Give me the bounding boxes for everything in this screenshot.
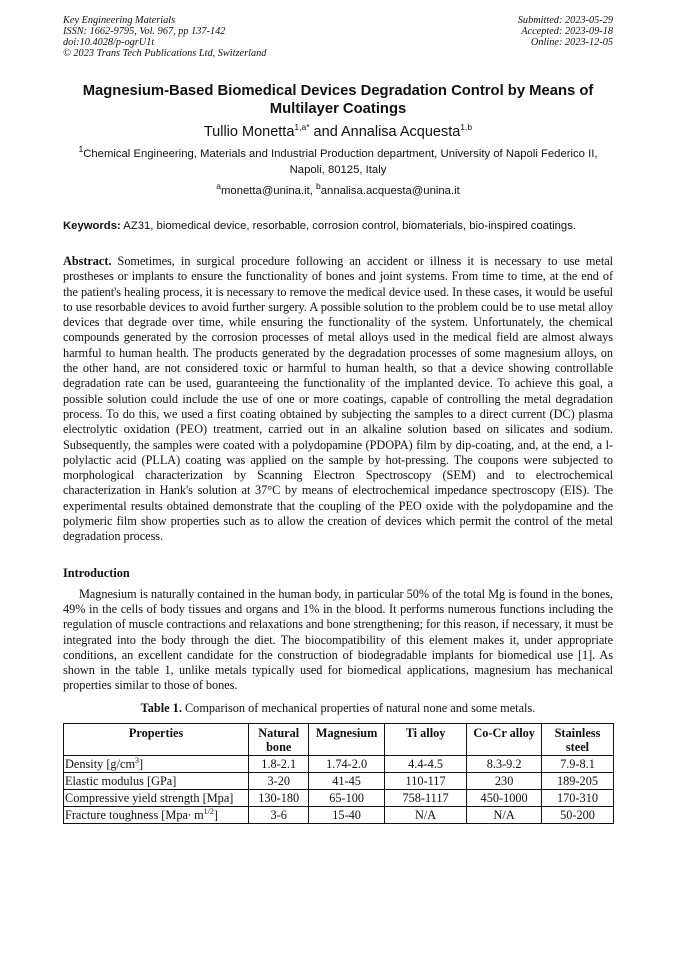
table-row <box>64 772 614 789</box>
properties-table <box>63 723 614 824</box>
journal-doi: doi:10.4028/p-ogrU1t <box>63 37 155 48</box>
author-emails <box>63 183 613 199</box>
property-label-tail: ] <box>213 807 218 822</box>
paper-page <box>63 15 613 824</box>
table-header-cell: Magnesium <box>309 723 385 755</box>
affiliation-text: Chemical Engineering, Materials and Industrial Production department, University of Napoli Federico II, Napoli, 80125, Italy <box>83 148 598 176</box>
property-cell <box>64 755 249 772</box>
table-caption <box>63 701 613 716</box>
value-cell: 65-100 <box>309 789 385 806</box>
author-superscript: 1,a* <box>294 122 310 133</box>
value-cell: 50-200 <box>542 806 614 823</box>
paper-title: Magnesium-Based Biomedical Devices Degradation Control by Means of Multilayer Coatings <box>82 83 594 117</box>
table-header-cell: Stainless steel <box>542 723 614 755</box>
value-cell: 450-1000 <box>467 789 542 806</box>
value-cell: 15-40 <box>309 806 385 823</box>
section-heading: Introduction <box>63 565 130 580</box>
property-cell <box>64 789 249 806</box>
value-cell: N/A <box>384 806 466 823</box>
table-caption-label: Table 1. <box>140 700 182 715</box>
table-row <box>64 806 614 823</box>
table-header-cell: Co-Cr alloy <box>467 723 542 755</box>
submitted-date: Submitted: 2023-05-29 <box>517 15 613 26</box>
value-cell: 3-6 <box>249 806 309 823</box>
value-cell: 110-117 <box>384 772 466 789</box>
keywords-label: Keywords: <box>63 220 121 232</box>
table-header-row <box>64 723 614 755</box>
value-cell: 130-180 <box>249 789 309 806</box>
email-superscript: b <box>316 181 321 192</box>
property-superscript: 3 <box>135 755 140 765</box>
abstract-label: Abstract. <box>63 254 112 268</box>
affiliation <box>63 146 613 178</box>
accepted-date: Accepted: 2023-09-18 <box>521 26 613 37</box>
property-label: Compressive yield strength [Mpa] <box>65 790 234 805</box>
table-header-cell: Ti alloy <box>384 723 466 755</box>
email-superscript: a <box>216 181 222 192</box>
property-label-tail: ] <box>139 756 144 771</box>
journal-info <box>63 15 266 59</box>
value-cell: 1.74-2.0 <box>309 755 385 772</box>
journal-copyright: © 2023 Trans Tech Publications Ltd, Switzerland <box>63 48 267 59</box>
property-label: Fracture toughness [Mpa∙ m <box>65 807 204 822</box>
property-cell <box>64 772 249 789</box>
abstract-text: Sometimes, in surgical procedure following an accident or illness it is necessary to use metal prostheses or implants to ensure the functionality of bones and joint systems. From time to time, at the end of the patient's healing process, it is necessary to remove the medical device used. In these cases, it would be useful to use resorbable devices to avoid further surgery. A possible solution to the problem could be to use metal alloy devices that degrade over time, while ensuring the functionality of the system. Unfortunately, the chemical compounds generated by the corrosion processes of metal alloys used in the medical field are almost always harmful to human health. The products generated by the degradation processes of some magnesium alloys, on the other hand, are not considered toxic or harmful to human health, so that a device showing controllable degradation rate can be used, guaranteeing the functionality of the implanted device. To achieve this goal, a possible solution could include the use of one or more coatings, capable of controlling the metal degradation process. To do this, we used a first coating obtained by subjecting the samples to a direct current (DC) plasma electrolytic oxidation (PEO) treatment, carried out in an alkaline solution based on silicates and sodium. Subsequently, the samples were coated with a polydopamine (PDOPA) film by dip-coating, and, at the end, a l-polylactic acid (PLLA) coating was applied on the sample by hot-pressing. The coupons were subjected to morphological characterization by Scanning Electron Spectroscopy (SEM) and to electrochemical characterization in Hank's solution at 37°C by means of electrochemical impedance spectroscopy (EIS). The experimental results obtained demonstrate that the coupling of the PEO oxide with the polydopamine and the polymeric film show properties such as to allow the creation of devices which permit the control of the metal degradation process. <box>63 254 613 544</box>
online-date: Online: 2023-12-05 <box>530 37 613 48</box>
value-cell: 3-20 <box>249 772 309 789</box>
journal-header <box>63 15 613 59</box>
value-cell: 758-1117 <box>384 789 466 806</box>
author-superscript: 1,b <box>460 122 473 133</box>
submission-dates <box>518 15 613 59</box>
keywords <box>63 219 613 234</box>
value-cell: 1.8-2.1 <box>249 755 309 772</box>
author-connector: and <box>309 124 341 140</box>
table-header-cell: Properties <box>64 723 249 755</box>
value-cell: 189-205 <box>542 772 614 789</box>
value-cell: 41-45 <box>309 772 385 789</box>
email-link[interactable]: annalisa.acquesta@unina.it <box>320 185 460 197</box>
value-cell: 7.9-8.1 <box>542 755 614 772</box>
value-cell: 170-310 <box>542 789 614 806</box>
value-cell: 230 <box>467 772 542 789</box>
property-superscript: 1/2 <box>203 806 214 816</box>
author-name: Tullio Monetta <box>203 124 295 140</box>
keywords-text: AZ31, biomedical device, resorbable, corrosion control, biomaterials, bio-inspired coatings. <box>120 220 577 232</box>
property-label: Density [g/cm <box>65 756 136 771</box>
value-cell: 4.4-4.5 <box>384 755 466 772</box>
table-caption-text: Comparison of mechanical properties of natural none and some metals. <box>181 700 536 715</box>
table-row <box>64 755 614 772</box>
property-label: Elastic modulus [GPa] <box>65 773 177 788</box>
table-header-cell: Natural bone <box>249 723 309 755</box>
affiliation-superscript: 1 <box>78 144 84 155</box>
author-list <box>63 122 613 142</box>
value-cell: N/A <box>467 806 542 823</box>
section-paragraph: Magnesium is naturally contained in the human body, in particular 50% of the total Mg is found in the bones, 49% in the cells of body tissues and organs and 1% in the blood. It performs numerous functions including the regulation of muscle contractions and relaxations and bone strengthening; for this reason, if necessary, it must be integrated into the body through the diet. The biocompatibility of this element makes it, under appropriate conditions, an excellent candidate for the construction of biodegradable implants for biomedical use [1]. As shown in the table 1, unlike metals typically used for biomedical applications, magnesium has mechanical properties similar to those of bones. <box>63 586 613 693</box>
journal-name: Key Engineering Materials <box>63 15 176 26</box>
author-name: Annalisa Acquesta <box>340 124 461 140</box>
value-cell: 8.3-9.2 <box>467 755 542 772</box>
abstract <box>63 254 613 545</box>
table-row <box>64 789 614 806</box>
property-cell <box>64 806 249 823</box>
email-link[interactable]: monetta@unina.it, <box>221 185 317 197</box>
journal-issn: ISSN: 1662-9795, Vol. 967, pp 137-142 <box>63 26 226 37</box>
